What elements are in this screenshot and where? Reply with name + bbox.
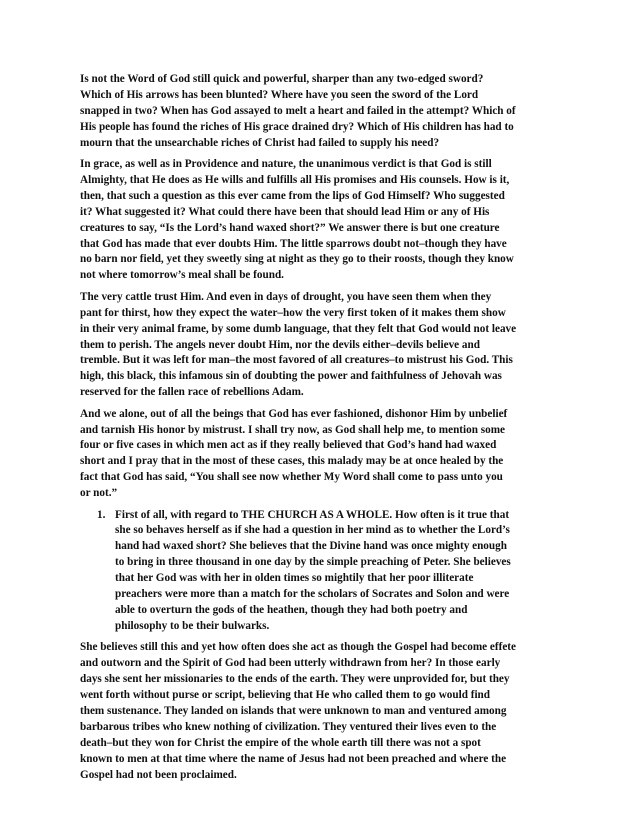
list-item-number: 1. [97,508,106,521]
paragraph-word-of-god: Is not the Word of God still quick and powerful, sharper than any two-edged sword? Which of His arrows has been blunted? Where have you seen the sword of the Lord snapped in two? When has God assayed to melt a heart and failed in the attempt? Which of His people has found the riches of His grace drained dry? Which of His children has had to mourn that the unsearchable riches of Christ had failed to supply his need? [80,73,516,149]
document-page [80,72,564,789]
paragraph-we-alone: And we alone, out of all the beings that God has ever fashioned, dishonor Him by unbelief and tarnish His honor by mistrust. I shall try now, as God shall help me, to mention some four or five cases in which men act as if they really believed that God’s hand had waxed short and I pray that in the most of these cases, this malady may be at once healed by the fact that God has said, “You shall see now whether My Word shall come to pass unto you or not.” [80,407,508,500]
list-item [97,508,564,635]
numbered-list [80,508,564,635]
list-item-text: First of all, with regard to THE CHURCH AS A WHOLE. How often is it true that she so behaves herself as if she had a question in her mind as to whether the Lord’s hand had waxed short? She believes that the Divine hand was once mighty enough to bring in three thousand in one day by the simple preaching of Peter. She believes that her God was with her in olden times so mightily that her poor illiterate preachers were more than a match for the scholars of Socrates and Solon and were able to overturn the gods of the heathen, though they had both poetry and philosophy to be their bulwarks. [115,508,511,632]
paragraph-cattle-trust: The very cattle trust Him. And even in days of drought, you have seen them when they pant for thirst, how they expect the water–how the very first token of it makes them show in their very animal frame, by some dumb language, that they felt that God would not leave them to perish. The angels never doubt Him, nor the devils either–devils believe and tremble. But it was left for man–the most favored of all creatures–to mistrust his God. This high, this black, this infamous sin of doubting the power and faithfulness of Jehovah was reserved for the fallen race of rebellions Adam. [80,290,517,399]
paragraph-grace-providence: In grace, as well as in Providence and nature, the unanimous verdict is that God is still Almighty, that He does as He wills and fulfills all His promises and His counsels. How is it, then, that such a question as this ever came from the lips of God Himself? Who suggested it? What suggested it? What could there have been that should lead Him or any of His creatures to say, “Is the Lord’s hand waxed short?” We answer there is but one creature that God has made that ever doubts Him. The little sparrows doubt not–though they have no barn nor field, yet they sweetly sing at night as they go to their roosts, though they know not where tomorrow’s meal shall be found. [80,158,514,282]
paragraph-church-believes: She believes still this and yet how often does she act as though the Gospel had become effete and outworn and the Spirit of God had been utterly withdrawn from her? In those early days she sent her missionaries to the ends of the earth. They were unprovided for, but they went forth without purse or script, believing that He who called them to go would find them sustenance. They landed on islands that were unknown to man and ventured among barbarous tribes who knew nothing of civilization. They ventured their lives even to the death–but they won for Christ the empire of the whole earth till there was not a spot known to men at that time where the name of Jesus had not been preached and where the Gospel had not been proclaimed. [80,641,516,781]
